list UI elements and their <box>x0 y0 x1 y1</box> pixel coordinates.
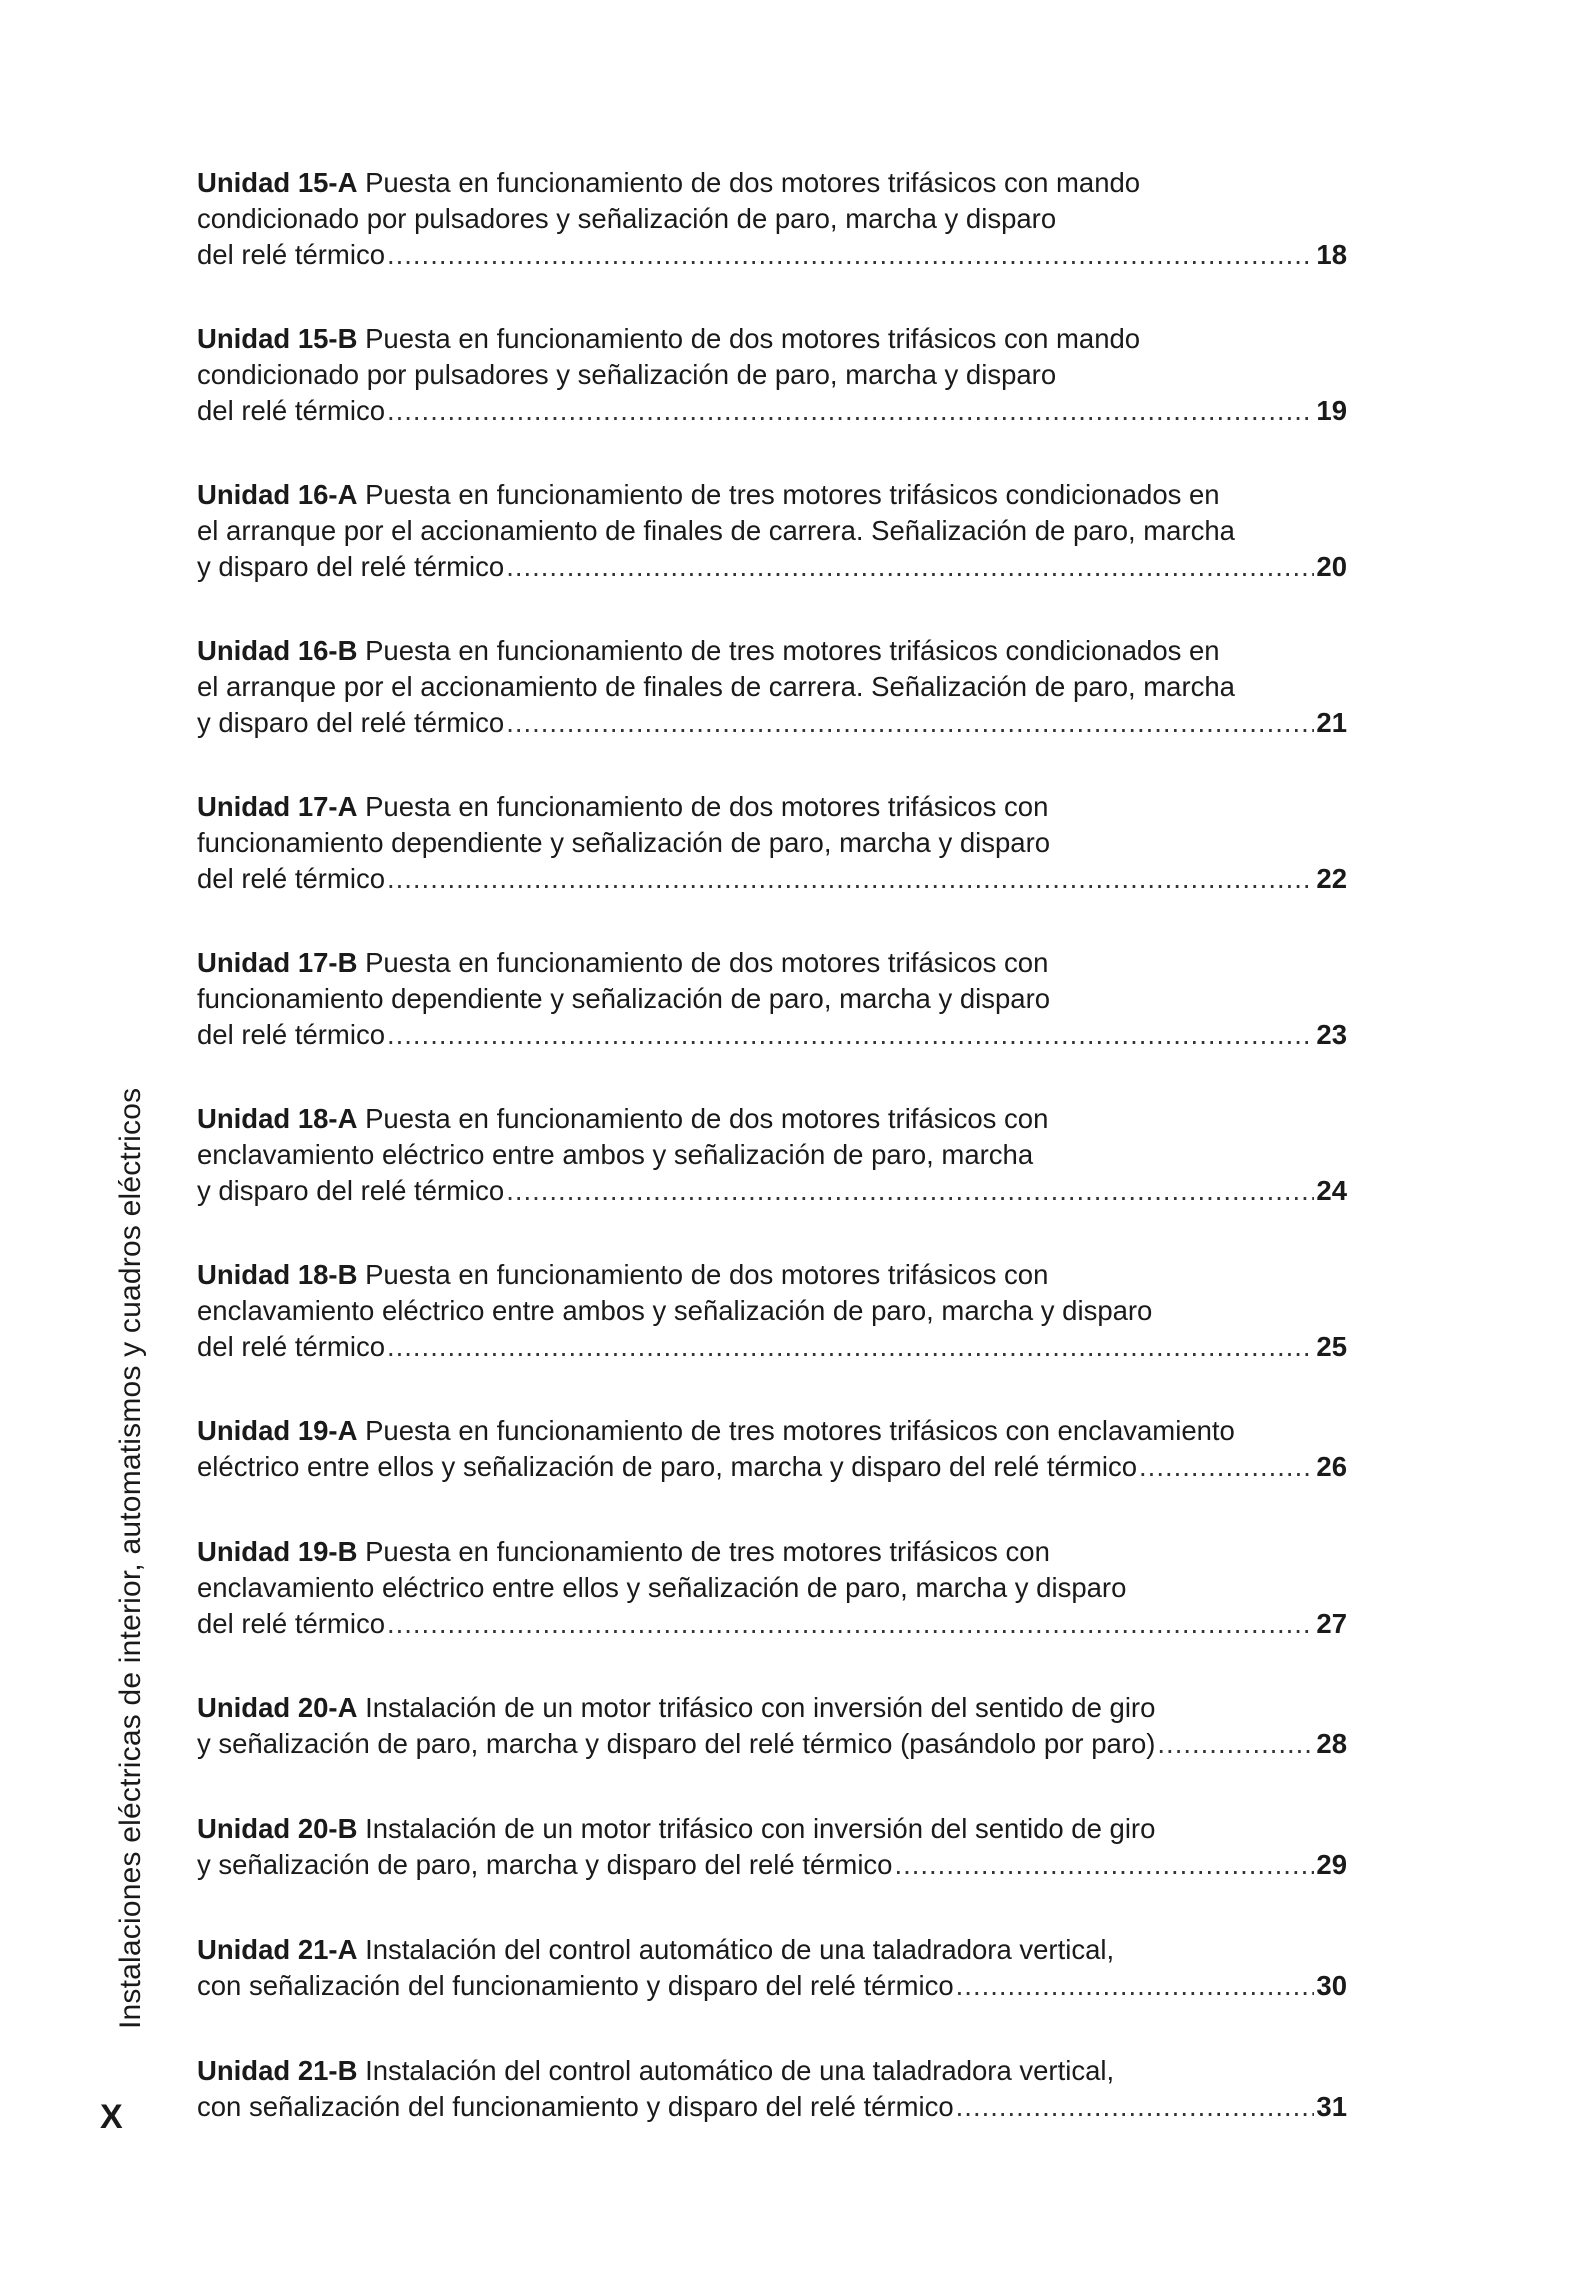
toc-entry-text: enclavamiento eléctrico entre ambos y señalización de paro, marcha <box>197 1139 1034 1170</box>
toc-entry-text: del relé térmico <box>197 1019 385 1050</box>
toc-entry-last-line <box>197 237 1347 273</box>
toc-entry-text: y disparo del relé térmico <box>197 1175 505 1206</box>
toc-entry-unit: Unidad 17-B <box>197 947 358 978</box>
dot-leader <box>894 1847 1314 1883</box>
toc-entry-text: y disparo del relé térmico <box>197 707 505 738</box>
toc-entry-unit: Unidad 19-B <box>197 1536 358 1567</box>
toc-entry-last-line <box>197 1968 1347 2004</box>
toc-entry-page: 23 <box>1316 1019 1347 1050</box>
toc-entry-text: del relé térmico <box>197 1331 385 1362</box>
toc-entry-text: con señalización del funcionamiento y disparo del relé térmico <box>197 1970 954 2001</box>
dot-leader <box>506 705 1314 741</box>
dot-leader <box>956 1968 1315 2004</box>
toc-entry-unit: Unidad 21-A <box>197 1934 358 1965</box>
toc-entry <box>197 1413 1347 1534</box>
toc-entry-line <box>197 981 1347 1017</box>
toc-entry-line <box>197 1257 1347 1293</box>
toc-entry <box>197 2053 1347 2174</box>
toc-entry-page: 30 <box>1316 1970 1347 2001</box>
toc-entry <box>197 633 1347 789</box>
toc-entry <box>197 789 1347 945</box>
dot-leader <box>1157 1726 1314 1762</box>
toc-entry-unit: Unidad 20-B <box>197 1813 358 1844</box>
toc-entry-text: enclavamiento eléctrico entre ambos y señalización de paro, marcha y disparo <box>197 1295 1153 1326</box>
toc-entry <box>197 477 1347 633</box>
toc-entry <box>197 165 1347 321</box>
toc-entry-unit: Unidad 15-A <box>197 167 358 198</box>
toc-entry-line <box>197 669 1347 705</box>
toc-entry-text: condicionado por pulsadores y señalización de paro, marcha y disparo <box>197 203 1057 234</box>
toc-entry-line <box>197 477 1347 513</box>
toc-entry <box>197 945 1347 1101</box>
book-title: Instalaciones eléctricas de interior, automatismos y cuadros eléctricos <box>114 1087 147 2029</box>
toc-entry-page: 19 <box>1316 395 1347 426</box>
dot-leader <box>506 1173 1314 1209</box>
toc-entry-text: Instalación de un motor trifásico con inversión del sentido de giro <box>365 1813 1156 1844</box>
toc-entry-line <box>197 165 1347 201</box>
toc-entry-text: y señalización de paro, marcha y disparo del relé térmico <box>197 1849 893 1880</box>
toc-entry-text: Instalación de un motor trifásico con inversión del sentido de giro <box>365 1692 1156 1723</box>
toc-entry-text: del relé térmico <box>197 863 385 894</box>
toc-entry-text: condicionado por pulsadores y señalización de paro, marcha y disparo <box>197 359 1057 390</box>
dot-leader <box>506 549 1314 585</box>
toc-entry-page: 18 <box>1316 239 1347 270</box>
toc-entry-line <box>197 201 1347 237</box>
toc-entry <box>197 1811 1347 1932</box>
toc-entry-line <box>197 633 1347 669</box>
toc-entry <box>197 1534 1347 1690</box>
toc-entry-text: y señalización de paro, marcha y disparo del relé térmico (pasándolo por paro) <box>197 1728 1156 1759</box>
table-of-contents <box>197 165 1347 2174</box>
toc-entry-page: 25 <box>1316 1331 1347 1362</box>
toc-entry-page: 21 <box>1316 707 1347 738</box>
toc-entry-line <box>197 945 1347 981</box>
toc-entry-unit: Unidad 20-A <box>197 1692 358 1723</box>
toc-entry-text: Puesta en funcionamiento de dos motores trifásicos con mando <box>365 323 1141 354</box>
toc-entry <box>197 1690 1347 1811</box>
toc-entry-page: 20 <box>1316 551 1347 582</box>
toc-entry-last-line <box>197 861 1347 897</box>
toc-entry-unit: Unidad 19-A <box>197 1415 358 1446</box>
dot-leader <box>387 1606 1314 1642</box>
toc-entry-last-line <box>197 549 1347 585</box>
toc-entry-last-line <box>197 1726 1347 1762</box>
toc-entry-page: 27 <box>1316 1608 1347 1639</box>
toc-entry-line <box>197 513 1347 549</box>
toc-entry-last-line <box>197 1606 1347 1642</box>
toc-entry-text: Instalación del control automático de una taladradora vertical, <box>365 1934 1115 1965</box>
dot-leader <box>387 1329 1314 1365</box>
toc-entry-text: Puesta en funcionamiento de tres motores trifásicos condicionados en <box>365 635 1220 666</box>
toc-entry-text: funcionamiento dependiente y señalización de paro, marcha y disparo <box>197 827 1051 858</box>
toc-entry-line <box>197 1811 1347 1847</box>
toc-entry-unit: Unidad 21-B <box>197 2055 358 2086</box>
toc-entry-page: 28 <box>1316 1728 1347 1759</box>
toc-entry-text: del relé térmico <box>197 239 385 270</box>
toc-entry-unit: Unidad 18-B <box>197 1259 358 1290</box>
toc-entry-last-line <box>197 1017 1347 1053</box>
toc-entry-page: 29 <box>1316 1849 1347 1880</box>
toc-entry-text: Puesta en funcionamiento de dos motores trifásicos con <box>365 1259 1049 1290</box>
dot-leader <box>1139 1449 1314 1485</box>
toc-entry-page: 24 <box>1316 1175 1347 1206</box>
dot-leader <box>387 861 1314 897</box>
toc-entry-text: funcionamiento dependiente y señalización de paro, marcha y disparo <box>197 983 1051 1014</box>
toc-entry-text: Puesta en funcionamiento de dos motores trifásicos con <box>365 947 1049 978</box>
toc-entry-line <box>197 825 1347 861</box>
toc-entry-last-line <box>197 2089 1347 2125</box>
toc-entry-unit: Unidad 18-A <box>197 1103 358 1134</box>
toc-entry-line <box>197 357 1347 393</box>
toc-entry-text: con señalización del funcionamiento y disparo del relé térmico <box>197 2091 954 2122</box>
dot-leader <box>387 237 1314 273</box>
toc-entry <box>197 1257 1347 1413</box>
toc-entry-text: Puesta en funcionamiento de tres motores trifásicos con enclavamiento <box>365 1415 1235 1446</box>
toc-entry <box>197 321 1347 477</box>
toc-entry-text: Instalación del control automático de una taladradora vertical, <box>365 2055 1115 2086</box>
toc-entry-text: el arranque por el accionamiento de finales de carrera. Señalización de paro, marcha <box>197 671 1235 702</box>
toc-entry-text: Puesta en funcionamiento de dos motores trifásicos con <box>365 791 1049 822</box>
toc-entry-last-line <box>197 1449 1347 1485</box>
toc-entry-last-line <box>197 393 1347 429</box>
toc-entry <box>197 1101 1347 1257</box>
sidebar <box>86 952 146 2044</box>
toc-entry-text: Puesta en funcionamiento de tres motores trifásicos condicionados en <box>365 479 1220 510</box>
toc-entry-line <box>197 2053 1347 2089</box>
toc-entry-unit: Unidad 17-A <box>197 791 358 822</box>
toc-entry-unit: Unidad 16-B <box>197 635 358 666</box>
toc-entry-line <box>197 1570 1347 1606</box>
toc-entry-text: Puesta en funcionamiento de dos motores trifásicos con mando <box>365 167 1141 198</box>
toc-entry-text: Puesta en funcionamiento de tres motores trifásicos con <box>365 1536 1050 1567</box>
page-number: X <box>100 2098 123 2136</box>
toc-entry-text: eléctrico entre ellos y señalización de paro, marcha y disparo del relé térmico <box>197 1451 1138 1482</box>
toc-entry-text: Puesta en funcionamiento de dos motores trifásicos con <box>365 1103 1049 1134</box>
toc-entry-line <box>197 321 1347 357</box>
toc-entry <box>197 1932 1347 2053</box>
toc-entry-text: y disparo del relé térmico <box>197 551 505 582</box>
toc-entry-last-line <box>197 1847 1347 1883</box>
toc-entry-text: del relé térmico <box>197 395 385 426</box>
toc-entry-line <box>197 1293 1347 1329</box>
dot-leader <box>387 1017 1314 1053</box>
dot-leader <box>387 393 1314 429</box>
toc-entry-text: enclavamiento eléctrico entre ellos y señalización de paro, marcha y disparo <box>197 1572 1127 1603</box>
toc-entry-line <box>197 1413 1347 1449</box>
toc-entry-line <box>197 1690 1347 1726</box>
toc-entry-unit: Unidad 15-B <box>197 323 358 354</box>
toc-entry-line <box>197 1932 1347 1968</box>
dot-leader <box>956 2089 1315 2125</box>
toc-entry-page: 31 <box>1316 2091 1347 2122</box>
toc-entry-line <box>197 1534 1347 1570</box>
toc-entry-last-line <box>197 705 1347 741</box>
toc-entry-text: el arranque por el accionamiento de finales de carrera. Señalización de paro, marcha <box>197 515 1235 546</box>
toc-entry-line <box>197 1101 1347 1137</box>
toc-entry-text: del relé térmico <box>197 1608 385 1639</box>
toc-entry-line <box>197 789 1347 825</box>
toc-entry-last-line <box>197 1173 1347 1209</box>
toc-entry-page: 26 <box>1316 1451 1347 1482</box>
toc-entry-unit: Unidad 16-A <box>197 479 358 510</box>
toc-entry-last-line <box>197 1329 1347 1365</box>
toc-entry-line <box>197 1137 1347 1173</box>
toc-entry-page: 22 <box>1316 863 1347 894</box>
